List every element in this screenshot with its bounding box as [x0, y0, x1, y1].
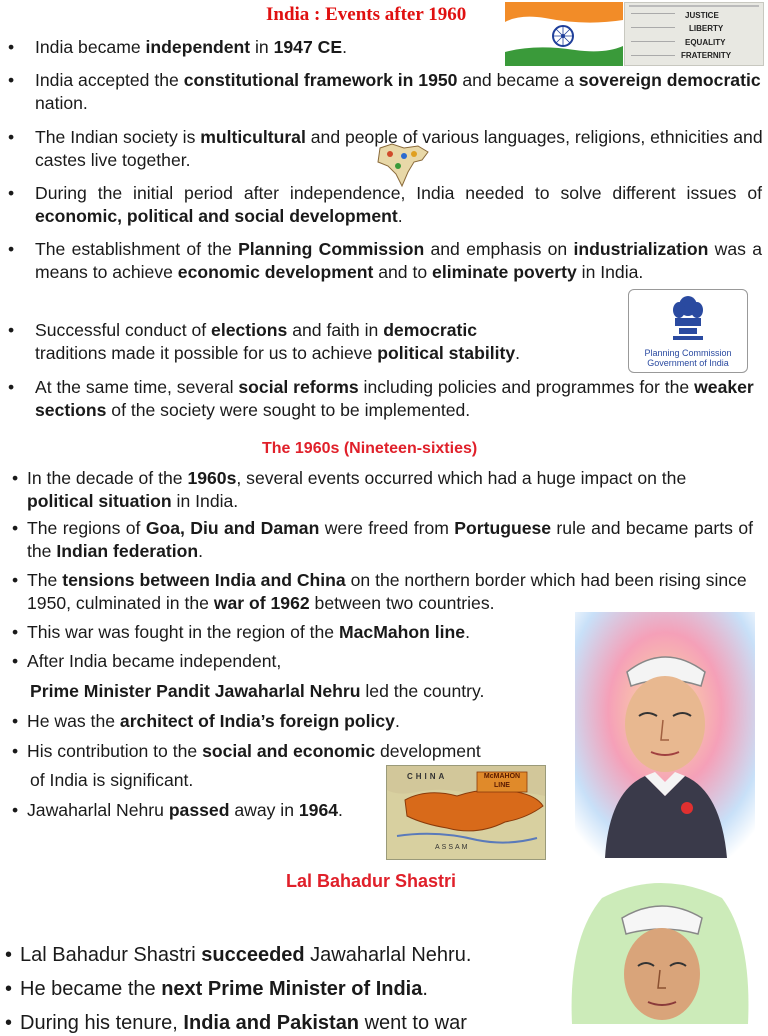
map-label-assam: ASSAM: [435, 844, 470, 851]
shastri-portrait-image: [562, 878, 758, 1024]
planning-commission-logo: [628, 289, 748, 373]
bullet-development-issues: • During the initial period after independence, India needed to solve different issues of economic, political and social development.: [8, 183, 762, 226]
map-label-line: LINE: [494, 782, 510, 789]
value-justice: JUSTICE: [685, 11, 719, 20]
bullet-shastri-succeeded: • Lal Bahadur Shastri succeeded Jawaharlal Nehru.: [5, 944, 472, 966]
value-liberty: LIBERTY: [689, 24, 724, 33]
bullet-constitution: • India accepted the constitutional framework in 1950 and became a sovereign democratic nation.: [8, 70, 761, 113]
bullet-goa-liberation: • The regions of Goa, Diu and Daman were freed from Portuguese rule and became parts of the Indian federation.: [12, 518, 753, 561]
value-fraternity: FRATERNITY: [681, 51, 732, 60]
map-label-china: CHINA: [407, 772, 448, 781]
bullet-independence: • India became independent in 1947 CE.: [8, 37, 347, 57]
bullet-1960s-events: • In the decade of the 1960s, several events occurred which had a huge impact on the political situation in India.: [12, 468, 687, 511]
bullet-social-reforms: • At the same time, several social reforms including policies and programmes for the weaker sections of the society were sought to be implemented.: [8, 377, 754, 420]
logo-line1: Planning Commission: [644, 348, 732, 358]
bullet-nehru-passed-away: • Jawaharlal Nehru passed away in 1964.: [12, 800, 343, 820]
bullet-multicultural: • The Indian society is multicultural and people of various languages, religions, ethnicities and castes live together.: [8, 127, 763, 170]
line-nehru-led: Prime Minister Pandit Jawaharlal Nehru led the country.: [30, 681, 485, 701]
bullet-nehru-contribution: • His contribution to the social and economic development: [12, 741, 481, 761]
bullet-india-pakistan-war: • During his tenure, India and Pakistan went to war: [5, 1012, 467, 1034]
section-title-shastri: Lal Bahadur Shastri: [286, 871, 457, 891]
map-label-mcmahon: McMAHON: [483, 773, 521, 780]
bullet-planning-commission: • The establishment of the Planning Commission and emphasis on industrialization was a means to achieve economic development and to eliminate poverty in India.: [8, 239, 762, 282]
logo-line2: Government of India: [647, 358, 729, 368]
bullet-next-pm: • He became the next Prime Minister of India.: [5, 978, 428, 1000]
section-title-1960s: The 1960s (Nineteen-sixties): [262, 440, 478, 457]
bullet-elections: • Successful conduct of elections and faith in democratic traditions made it possible for us to achieve political stability.: [8, 320, 521, 363]
bullet-india-china-war: • The tensions between India and China on the northern border which had been rising since 1950, culminated in the war of 1962 between two countries.: [12, 570, 747, 613]
line-india-significant: of India is significant.: [30, 770, 194, 790]
value-equality: EQUALITY: [685, 38, 726, 47]
bullet-after-independence: • After India became independent,: [12, 651, 282, 671]
nehru-portrait-image: [575, 612, 755, 858]
bullet-macmahon-line: • This war was fought in the region of the MacMahon line.: [12, 622, 470, 642]
macmahon-line-map-image: [386, 765, 546, 860]
bullet-foreign-policy: • He was the architect of India’s foreign policy.: [12, 711, 400, 731]
page-title: India : Events after 1960: [266, 4, 467, 25]
